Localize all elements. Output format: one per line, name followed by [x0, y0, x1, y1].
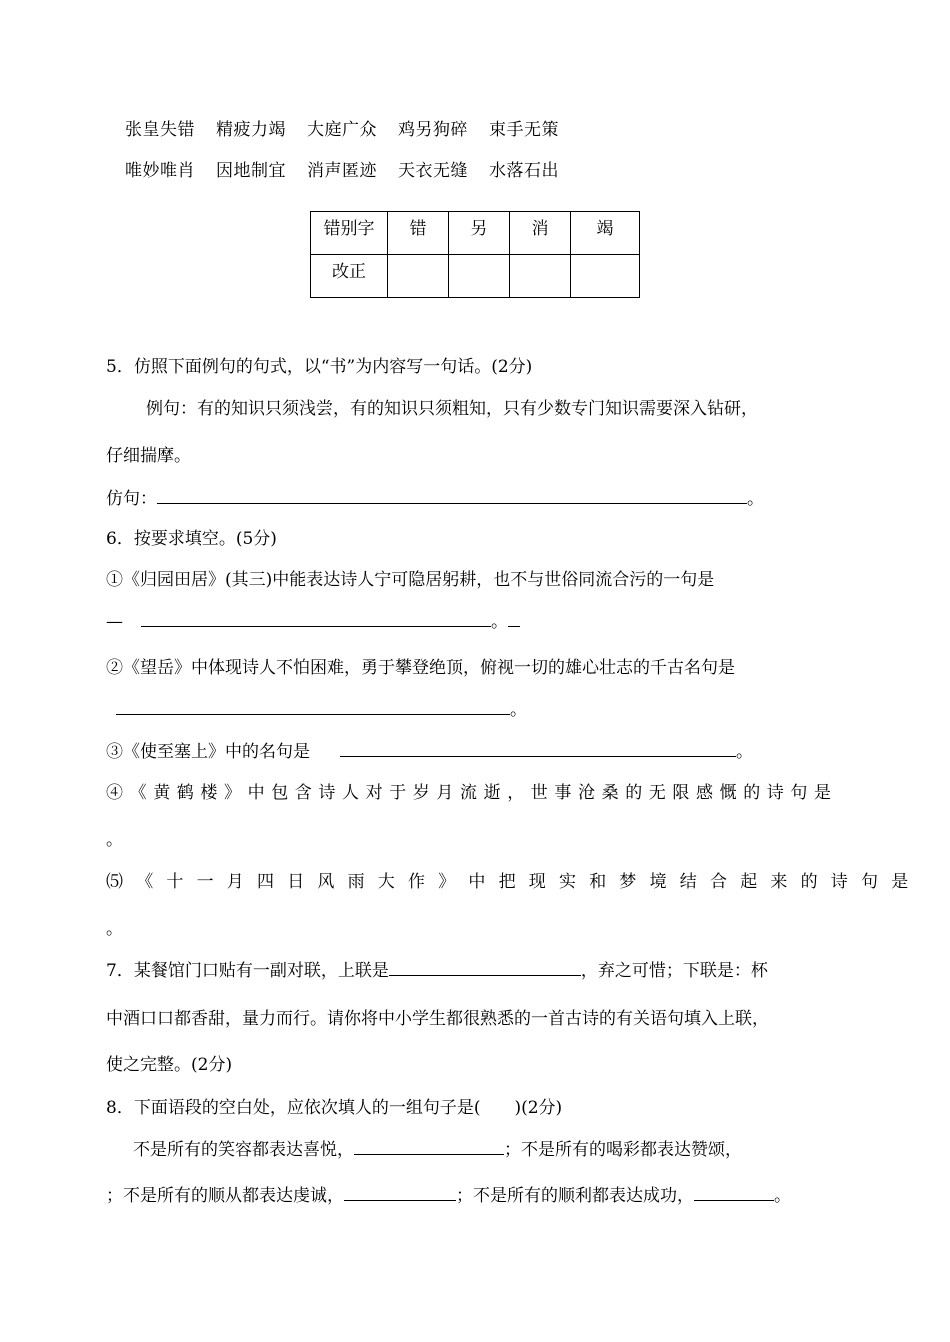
idiom-row-2	[125, 156, 580, 181]
q7-line-1-a: 7．某餐馆门口贴有一副对联，上联是	[106, 961, 389, 981]
q8-blank-3[interactable]	[694, 1184, 774, 1201]
idiom: 束手无策	[489, 120, 559, 140]
correction-table	[310, 211, 640, 298]
q6-item-3: ③《使至塞上》中的名句是	[106, 742, 310, 762]
idiom: 大庭广众	[307, 120, 377, 140]
q8-line-2-b: ；不是所有的顺利都表达成功，	[456, 1186, 694, 1206]
wrong-char-cell: 另	[449, 212, 510, 255]
q8-line-2	[106, 1181, 791, 1206]
idiom: 消声匿迹	[307, 161, 377, 181]
q6-item-1-blank[interactable]	[141, 610, 491, 627]
wrong-char-cell: 竭	[571, 212, 640, 255]
idiom: 唯妙唯肖	[125, 161, 195, 181]
q5-answer-blank[interactable]	[157, 487, 747, 504]
q8-blank-1[interactable]	[354, 1138, 504, 1155]
fix-answer-cell[interactable]	[571, 255, 640, 298]
q6-item-2: ②《望岳》中体现诗人不怕困难，勇于攀登绝顶，俯视一切的雄心壮志的千古名句是	[106, 658, 735, 678]
q7-line-2: 中酒口口都香甜，量力而行。请你将中小学生都很熟悉的一首古诗的有关语句填入上联，	[106, 1009, 769, 1029]
q6-item-1-dash: —	[106, 612, 123, 632]
idiom: 天衣无缝	[398, 161, 468, 181]
q6-item-5: ⑸《十一月四日风雨大作》中把现实和梦境结合起来的诗句是	[106, 872, 922, 892]
wrong-char-cell: 消	[510, 212, 571, 255]
fix-answer-cell[interactable]	[388, 255, 449, 298]
q8-line-2-a: ；不是所有的顺从都表达虔诚，	[106, 1186, 344, 1206]
q8-title: 8．下面语段的空白处，应依次填人的一组句子是( )(2分)	[106, 1098, 563, 1118]
q6-period: 。	[510, 700, 527, 720]
q5-imitate-label: 仿句：	[106, 489, 157, 509]
q7-line-1	[106, 956, 768, 981]
idiom: 精疲力竭	[216, 120, 286, 140]
idiom-row-1	[125, 115, 580, 140]
q6-item-4: ④《黄鹤楼》中包含诗人对于岁月流逝，世事沧桑的无限感慨的诗句是	[106, 783, 838, 803]
q5-imitate-row	[106, 484, 764, 509]
idiom: 鸡另狗碎	[398, 120, 468, 140]
wrong-char-cell: 错	[388, 212, 449, 255]
q7-line-3: 使之完整。(2分)	[106, 1055, 233, 1075]
q7-blank[interactable]	[389, 959, 581, 976]
q6-item-4-period: 。	[106, 830, 123, 850]
q6-item-5-period: 。	[106, 919, 123, 939]
fix-answer-cell[interactable]	[449, 255, 510, 298]
q8-blank-2[interactable]	[344, 1184, 456, 1201]
idiom: 水落石出	[489, 161, 559, 181]
table-header-cell: 错别字	[311, 212, 388, 255]
q8-line-1-b: ；不是所有的喝彩都表达赞颂，	[504, 1140, 742, 1160]
q6-item-3-blank[interactable]	[340, 740, 736, 757]
q6-item-2-answer-row	[116, 695, 527, 720]
q8-line-1	[133, 1135, 742, 1160]
q6-title: 6．按要求填空。(5分)	[106, 529, 277, 549]
q8-period: 。	[774, 1186, 791, 1206]
fix-label-cell: 改正	[311, 255, 388, 298]
idiom: 张皇失错	[125, 120, 195, 140]
q6-item-2-blank[interactable]	[116, 698, 510, 715]
q5-example-line-1: 例句：有的知识只须浅尝，有的知识只须粗知，只有少数专门知识需要深入钻研，	[146, 399, 758, 419]
q5-period: 。	[747, 489, 764, 509]
q5-title: 5．仿照下面例句的句式，以“书”为内容写一句话。(2分)	[106, 357, 533, 377]
q6-period: 。	[736, 742, 753, 762]
q6-item-1: ①《归园田居》(其三)中能表达诗人宁可隐居躬耕，也不与世俗同流合污的一句是	[106, 570, 715, 590]
q6-item-3-row	[106, 737, 753, 762]
q8-line-1-a: 不是所有的笑容都表达喜悦，	[133, 1140, 354, 1160]
underline-tail	[508, 610, 520, 627]
q7-line-1-b: ，弃之可惜；下联是：杯	[580, 961, 768, 981]
q5-example-line-2: 仔细揣摩。	[106, 446, 191, 466]
fix-answer-cell[interactable]	[510, 255, 571, 298]
q6-item-1-answer-row	[106, 607, 520, 632]
idiom: 因地制宜	[216, 161, 286, 181]
q6-period: 。	[491, 612, 508, 632]
